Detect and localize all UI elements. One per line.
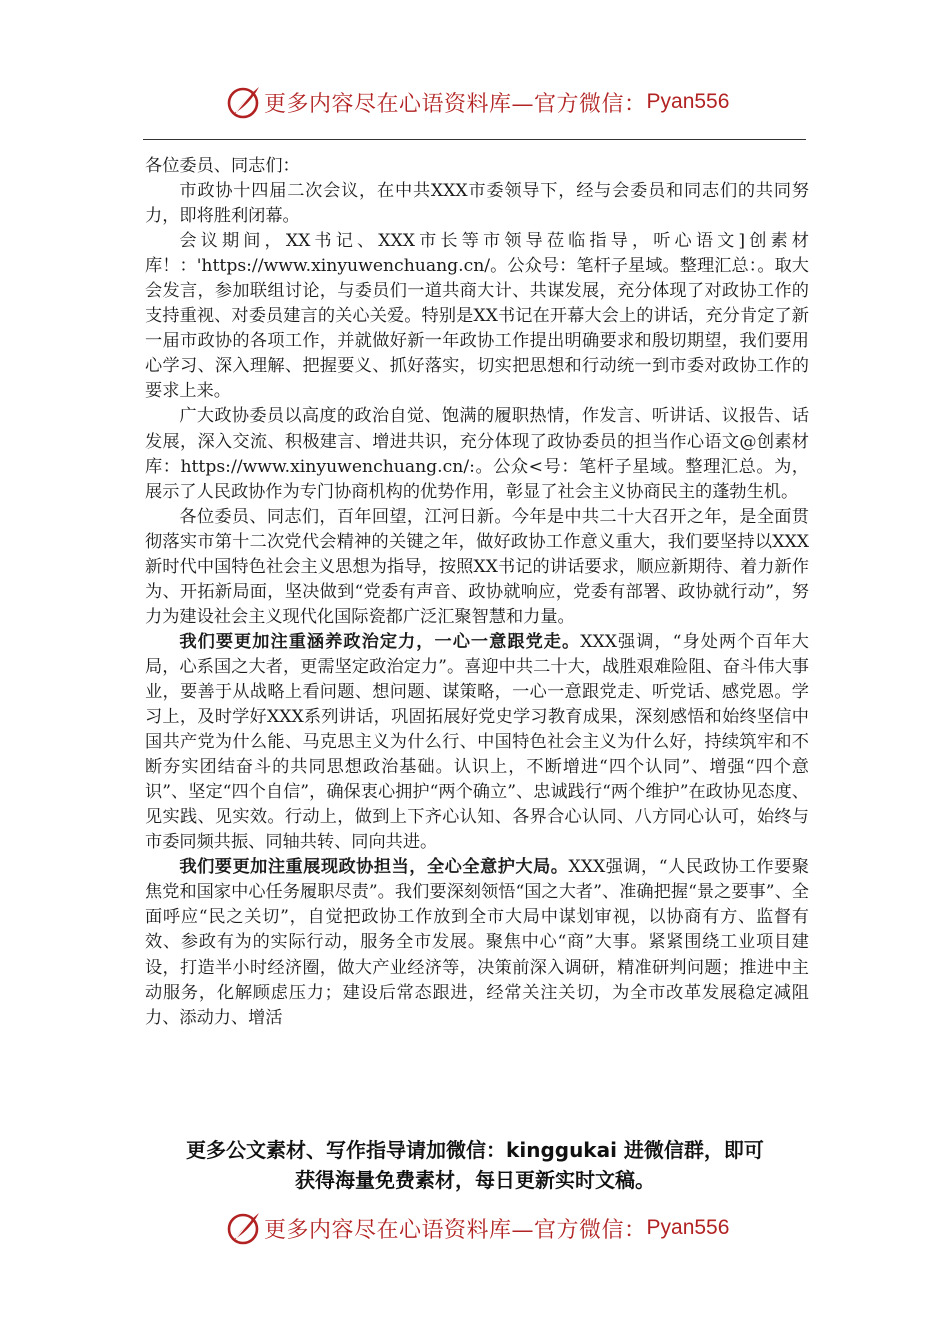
section-heading: 我们要更加注重涵养政治定力，一心一意跟党走。 — [179, 631, 581, 652]
banner-wechat-id: Pyan556 — [646, 1216, 730, 1239]
salutation: 各位委员、同志们： — [145, 156, 300, 176]
paragraph: 市政协十四届二次会议，在中共XXX市委领导下，经与会委员和同志们的共同努力，即将胜利闭幕。 — [145, 181, 809, 227]
footer-banner — [226, 1208, 729, 1248]
section-paragraph — [145, 855, 809, 1030]
banner-wechat-id: Pyan556 — [646, 90, 730, 113]
quill-pen-logo-icon — [226, 1210, 262, 1246]
paragraph: 会议期间，XX书记、XXX市长等市领导莅临指导，听心语文]创素材库！：'https://www.xinyuwenchuang.cn/。公众号：笔杆子星域。整理汇总：。取大会发言，参加联组讨论，与委员们一道共商大计、共谋发展，充分体现了对政协工作的支持重视、对委员建言的关心关爱。特别是XX书记在开幕大会上的讲话，充分肯定了新一届市政协的各项工作，并就做好新一年政协工作提出明确要求和殷切期望，我们要用心学习、深入理解、把握要义、抓好落实，切实把思想和行动统一到市委对政协工作的要求上来。 — [145, 231, 809, 402]
header-divider — [143, 139, 806, 140]
banner-text: 更多内容尽在心语资料库—官方微信： — [264, 1217, 647, 1243]
section-text: XXX强调，“身处两个百年大局，心系国之大者，更需坚定政治定力”。喜迎中共二十大，战胜艰难险阻、奋斗伟大事业，要善于从战略上看问题、想问题、谋策略，一心一意跟党走、听党话、感党恩。学习上，及时学好XXX系列讲话，巩固拓展好党史学习教育成果，深刻感悟和始终坚信中国共产党为什么能、马克思主义为什么行、中国特色社会主义为什么好，持续筑牢和不断夯实团结奋斗的共同思想政治基础。认识上，不断增进“四个认同”、增强“四个意识”、坚定“四个自信”，确保衷心拥护“两个确立”、忠诚践行“两个维护”在政协见态度、见实践、见实效。行动上，做到上下齐心认知、各界合心认同、八方同心认可，始终与市委同频共振、同轴共转、同向共进。 — [145, 631, 809, 853]
banner-text: 更多内容尽在心语资料库—官方微信： — [264, 91, 647, 117]
footer-note-line: 更多公文素材、写作指导请加微信：kinggukai 进微信群，即可 — [186, 1138, 764, 1162]
quill-pen-logo-icon — [226, 84, 262, 120]
section-heading: 我们要更加注重展现政协担当，全心全意护大局。 — [179, 857, 569, 878]
section-text: XXX强调，“人民政协工作要聚焦党和国家中心任务履职尽责”。我们要深刻领悟“国之大者”、准确把握“景之要事”、全面呼应“民之关切”，自觉把政协工作放到全市大局中谋划审视，以协商有方、监督有效、参政有为的实际行动，服务全市发展。聚焦中心“商”大事。紧紧围绕工业项目建设，打造半小时经济圈，做大产业经济等，决策前深入调研，精准研判问题；推进中主动服务，化解顾虑压力；建设后常态跟进，经常关注关切，为全市改革发展稳定减阻力、添动力、增活 — [145, 857, 809, 1028]
paragraph: 广大政协委员以高度的政治自觉、饱满的履职热情，作发言、听讲话、议报告、话发展，深入交流、积极建言、增进共识，充分体现了政协委员的担当作心语文@创素材库：https://www.xinyuwenchuang.cn/:。公众<号：笔杆子星域。整理汇总。为，展示了人民政协作为专门协商机构的优势作用，彰显了社会主义协商民主的蓬勃生机。 — [145, 406, 809, 502]
footer-note-line: 获得海量免费素材，每日更新实时文稿。 — [295, 1168, 655, 1192]
document-body — [145, 154, 809, 1031]
header-banner — [226, 82, 729, 122]
section-paragraph — [145, 630, 809, 855]
paragraph: 各位委员、同志们，百年回望，江河日新。今年是中共二十大召开之年，是全面贯彻落实市第十二次党代会精神的关键之年，做好政协工作意义重大，我们要坚持以XXX新时代中国特色社会主义思想为指导，按照XX书记的讲话要求，顺应新期待、着力新作为、开拓新局面，坚决做到“党委有声音、政协就响应，党委有部署、政协就行动”，努力为建设社会主义现代化国际瓷都广泛汇聚智慧和力量。 — [145, 506, 809, 627]
footer-promo-note — [120, 1135, 830, 1195]
